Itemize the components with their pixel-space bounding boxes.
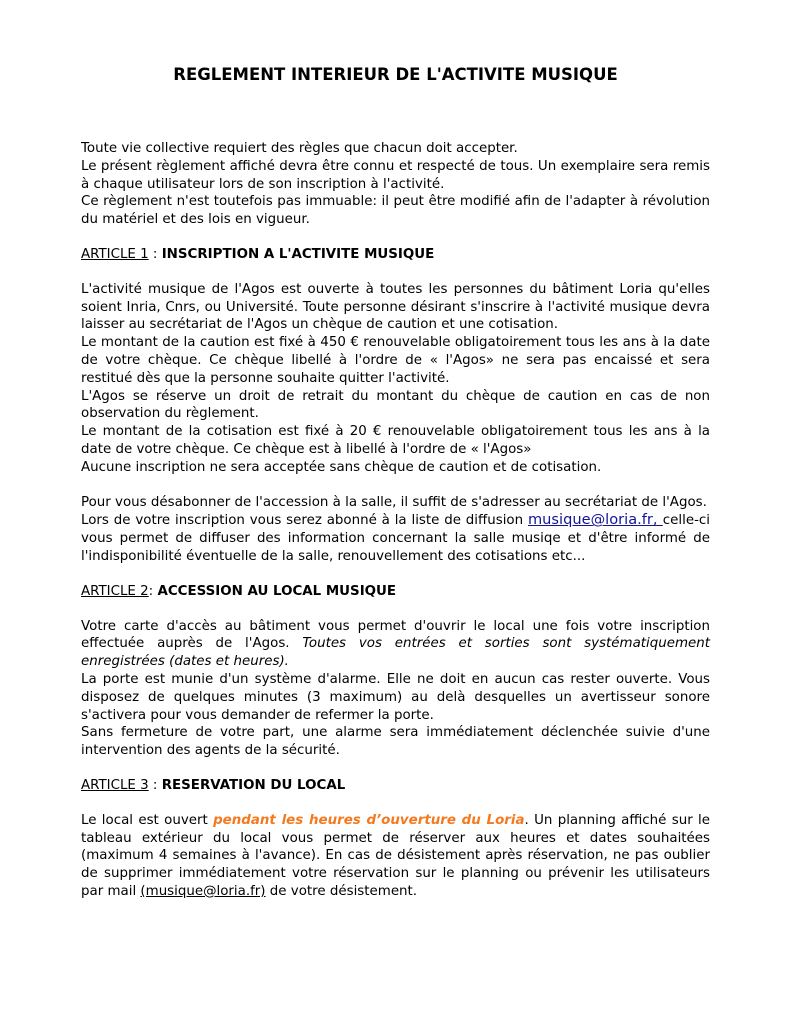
- document-body: [81, 140, 710, 901]
- paragraph-text: Ce règlement n'est toutefois pas immuable: il peut être modifié afin de l'adapter à révolution du matériel et des lois en vigueur.: [81, 194, 710, 228]
- intro-line-2: [81, 158, 710, 194]
- email-link[interactable]: (musique@loria.fr): [140, 883, 266, 899]
- heading-text: ARTICLE 1: [81, 246, 149, 262]
- article-1-heading: [81, 246, 710, 264]
- heading-text: ARTICLE 3: [81, 777, 149, 793]
- email-link[interactable]: musique@loria.fr,: [527, 511, 663, 529]
- paragraph-text: Toutes vos entrées et sorties sont systématiquement enregistrées (dates et heures).: [81, 636, 710, 670]
- paragraph-text: Le local est ouvert: [81, 812, 214, 828]
- paragraph-text: La porte est munie d'un système d'alarme. Elle ne doit en aucun cas rester ouverte. Vous disposez de quelques minutes (3 maximum) au delà desquelles un avertisseur sonore s'activera pour vous demander de refermer la porte.: [81, 671, 710, 723]
- article-1-para-6: [81, 494, 710, 512]
- article-1-para-4: [81, 423, 710, 459]
- article-3-para-1: [81, 812, 710, 901]
- paragraph-text: de votre désistement.: [265, 883, 418, 899]
- paragraph-text: Le présent règlement affiché devra être connu et respecté de tous. Un exemplaire sera remis à chaque utilisateur lors de son inscription à l'activité.: [81, 158, 710, 192]
- article-2-para-2: [81, 671, 710, 724]
- document-title: REGLEMENT INTERIEUR DE L'ACTIVITE MUSIQUE: [173, 65, 618, 84]
- heading-text: :: [148, 777, 162, 793]
- article-1-para-7: [81, 511, 710, 565]
- article-2-para-3: [81, 724, 710, 760]
- heading-text: RESERVATION DU LOCAL: [161, 777, 346, 793]
- paragraph-text: Lors de votre inscription vous serez abonné à la liste de diffusion: [81, 513, 528, 529]
- intro-line-1: [81, 140, 710, 158]
- article-1-para-5: [81, 459, 710, 477]
- heading-text: ARTICLE 2: [81, 583, 149, 599]
- paragraph-text: Toute vie collective requiert des règles que chacun doit accepter.: [81, 141, 518, 156]
- article-1-para-3: [81, 388, 710, 424]
- paragraph-text: Aucune inscription ne sera acceptée sans chèque de caution et de cotisation.: [81, 459, 602, 475]
- heading-text: :: [148, 246, 162, 262]
- paragraph-text: . Un planning affiché sur le tableau extérieur du local vous permet de réserver aux heures et dates souhaitées (maximum 4 semaines à l'avance). En cas de désistement après réservation, ne pas oublier de supprimer immédiatement votre réservation sur le planning ou prévenir les utilisateurs par mail: [81, 812, 710, 899]
- paragraph-text: L'Agos se réserve un droit de retrait du montant du chèque de caution en cas de non observation du règlement.: [81, 388, 710, 422]
- article-1-para-2: [81, 334, 710, 387]
- paragraph-text: pendant les heures d’ouverture du Loria: [213, 812, 525, 828]
- paragraph-text: Sans fermeture de votre part, une alarme sera immédiatement déclenchée suivie d'une intervention des agents de la sécurité.: [81, 725, 710, 759]
- heading-text: :: [148, 583, 158, 599]
- heading-text: INSCRIPTION A L'ACTIVITE MUSIQUE: [161, 246, 435, 262]
- heading-text: ACCESSION AU LOCAL MUSIQUE: [157, 583, 397, 599]
- article-2-heading: [81, 583, 710, 601]
- paragraph-text: L'activité musique de l'Agos est ouverte à toutes les personnes du bâtiment Loria qu'elles soient Inria, Cnrs, ou Université. Toute personne désirant s'inscrire à l'activité musique devra laisser au secrétariat de l'Agos un chèque de caution et une cotisation.: [81, 281, 710, 333]
- paragraph-text: Le montant de la cotisation est fixé à 20 € renouvelable obligatoirement tous les ans à la date de votre chèque. Ce chèque est à libellé à l'ordre de « l'Agos»: [81, 424, 710, 457]
- article-2-para-1: [81, 618, 710, 671]
- paragraph-text: Votre carte d'accès au bâtiment vous permet d'ouvrir le local une fois votre inscription effectuée auprès de l'Agos.: [81, 618, 710, 652]
- paragraph-text: Le montant de la caution est fixé à 450 € renouvelable obligatoirement tous les ans à la date de votre chèque. Ce chèque libellé à l'ordre de « l'Agos» ne sera pas encaissé et sera restitué dès que la personne souhaite quitter l'activité.: [81, 335, 710, 386]
- article-3-heading: [81, 777, 710, 795]
- paragraph-text: Pour vous désabonner de l'accession à la salle, il suffit de s'adresser au secrétariat de l'Agos.: [81, 494, 707, 510]
- intro-line-3: [81, 193, 710, 229]
- paragraph-text: celle-ci vous permet de diffuser des information concernant la salle musiqe et d'être informé de l'indisponibilité éventuelle de la salle, renouvellement des cotisations etc...: [81, 513, 710, 564]
- article-1-para-1: [81, 281, 710, 334]
